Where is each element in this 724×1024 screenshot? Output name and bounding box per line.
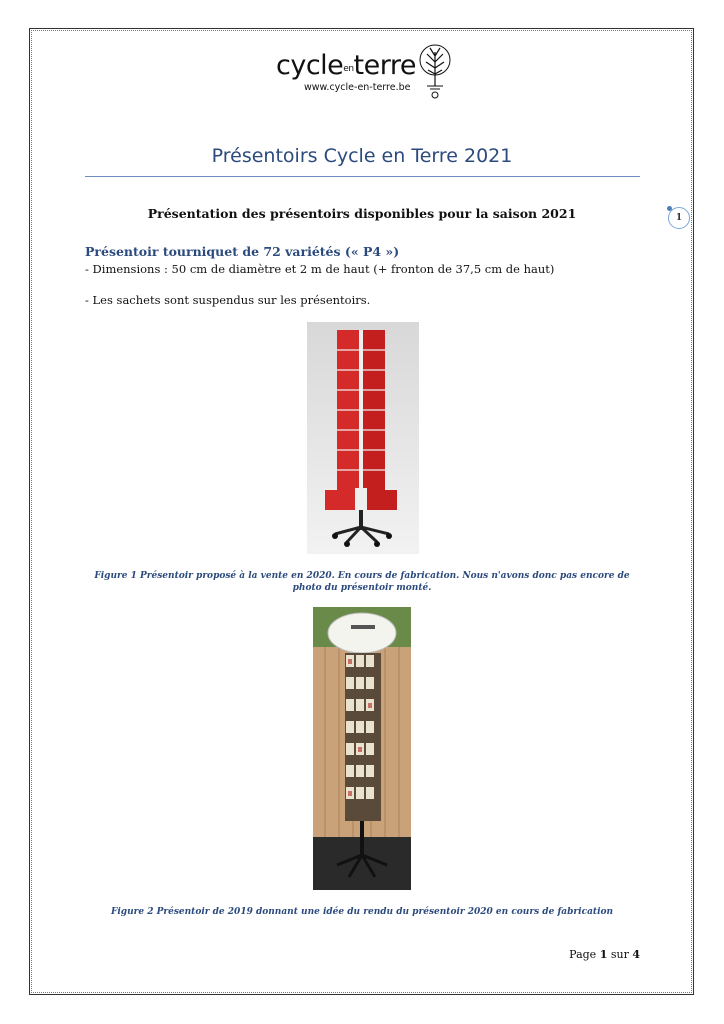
brand-logo [272, 42, 462, 102]
figure1-caption: Figure 1 Présentoir proposé à la vente en 2020. En cours de fabrication. Nous n'avons donc pas encore de photo du présentoir monté. [94, 571, 630, 593]
logo-url: www.cycle-en-terre.be [304, 82, 411, 93]
sachets-line: - Les sachets sont suspendus sur les présentoirs. [85, 293, 371, 307]
document-subtitle: Présentation des présentoirs disponibles pour la saison 2021 [147, 206, 577, 221]
figure1-photo [307, 322, 419, 554]
figure2-photo [313, 607, 411, 890]
dimensions-line: - Dimensions : 50 cm de diamètre et 2 m de haut (+ fronton de 37,5 cm de haut) [85, 262, 555, 276]
section-heading: Présentoir tourniquet de 72 variétés (« P4 ») [85, 244, 400, 259]
comment-marker[interactable]: 1 [668, 207, 690, 229]
tree-icon [418, 42, 452, 100]
figure2-caption: Figure 2 Présentoir de 2019 donnant une idée du rendu du présentoir 2020 en cours de fabrication [110, 907, 614, 917]
title-divider [85, 176, 640, 177]
document-title: Présentoirs Cycle en Terre 2021 [211, 145, 513, 167]
logo-wordmark: cycleenterre [276, 50, 416, 81]
page-number: Page 1 sur 4 [569, 948, 640, 961]
